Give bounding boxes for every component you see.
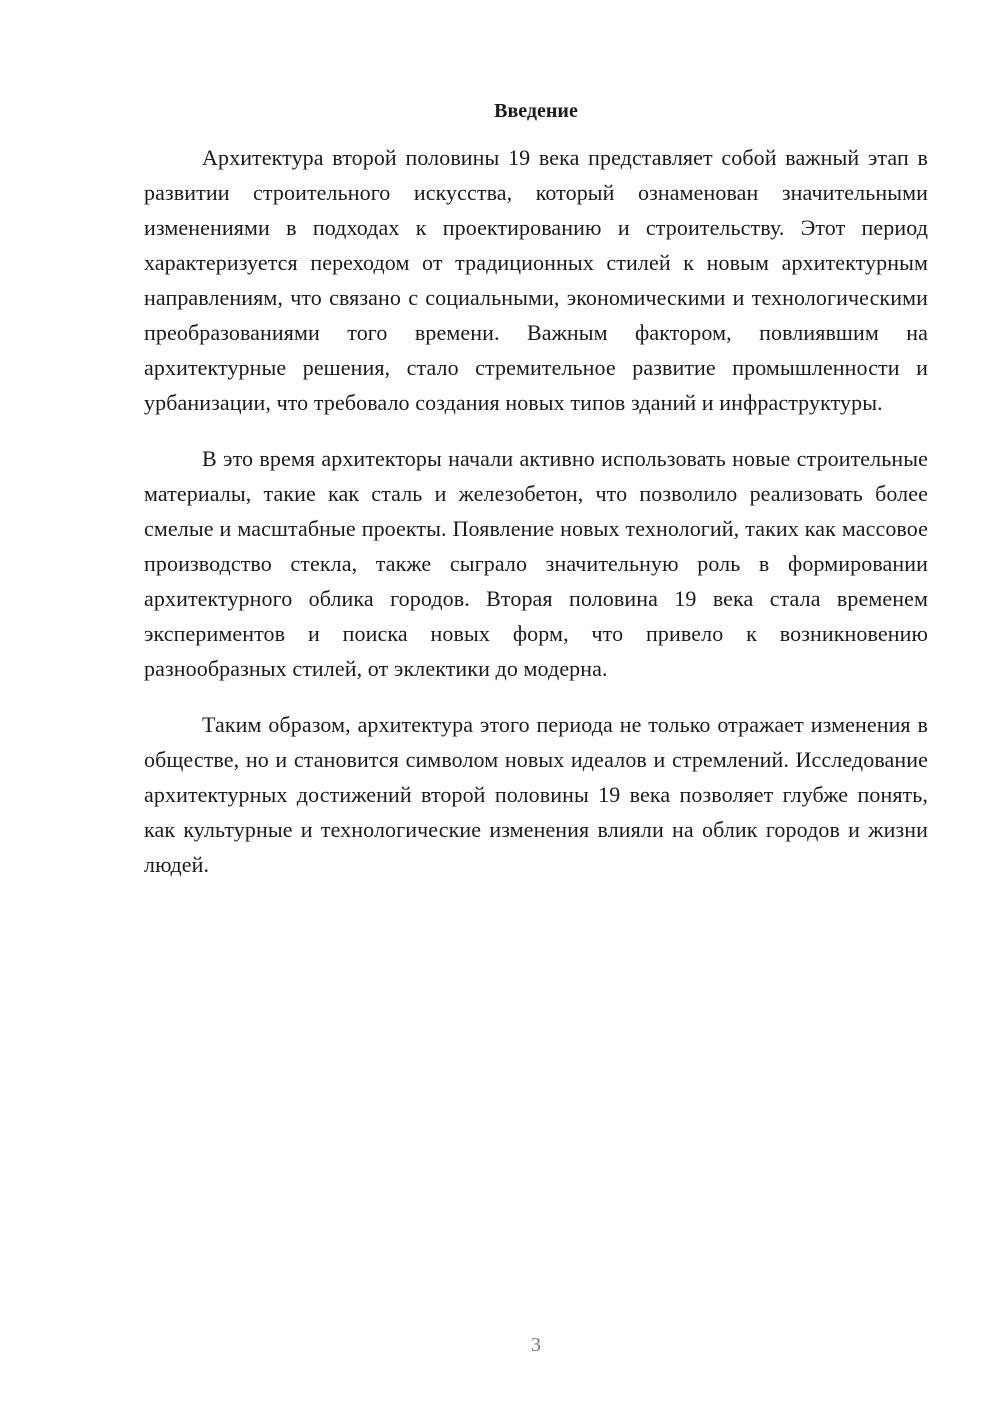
section-title: Введение <box>494 100 578 122</box>
paragraph-3: Таким образом, архитектура этого периода не только отражает изменения в обществе, но и становится символом новых идеалов и стремлений. Исследование архитектурных достижений второй половины 19 века позволяет глубже понять, как культурные и технологические изменения влияли на облик городов и жизни людей. <box>144 712 928 877</box>
page-content <box>144 94 928 903</box>
page-number: 3 <box>531 1334 541 1356</box>
paragraph-1: Архитектура второй половины 19 века представляет собой важный этап в развитии строительного искусства, который ознаменован значительными изменениями в подходах к проектированию и строительству. Этот период характеризуется переходом от традиционных стилей к новым архитектурным направлениям, что связано с социальными, экономическими и технологическими преобразованиями того времени. Важным фактором, повлиявшим на архитектурные решения, стало стремительное развитие промышленности и урбанизации, что требовало создания новых типов зданий и инфраструктуры. <box>144 145 928 415</box>
paragraph-2: В это время архитекторы начали активно использовать новые строительные материалы, такие как сталь и железобетон, что позволило реализовать более смелые и масштабные проекты. Появление новых технологий, таких как массовое производство стекла, также сыграло значительную роль в формировании архитектурного облика городов. Вторая половина 19 века стала временем экспериментов и поиска новых форм, что привело к возникновению разнообразных стилей, от эклектики до модерна. <box>144 446 928 681</box>
